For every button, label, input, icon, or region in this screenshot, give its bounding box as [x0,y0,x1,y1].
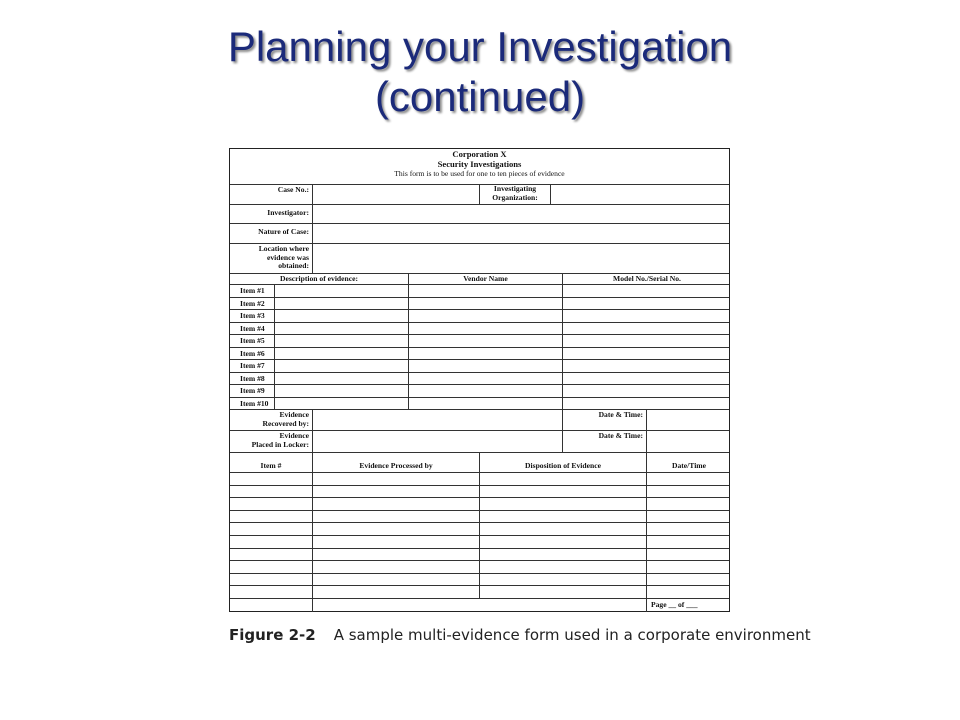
proc-disposition-field[interactable] [480,549,647,561]
item-description-field[interactable] [275,398,409,410]
figure-number: Figure 2-2 [229,626,316,644]
proc-item-field[interactable] [230,511,313,523]
proc-date-field[interactable] [647,549,731,561]
proc-date-field[interactable] [647,523,731,535]
proc-item-field[interactable] [230,549,313,561]
item-model-field[interactable] [563,335,731,347]
item-model-field[interactable] [563,285,731,297]
proc-last-row [230,599,729,612]
proc-disposition-field[interactable] [480,473,647,485]
proc-by-field[interactable] [313,473,480,485]
item-description-field[interactable] [275,360,409,372]
item-row [230,373,729,386]
nature-row [230,224,729,244]
item-row [230,385,729,398]
proc-item-field[interactable] [230,523,313,535]
proc-item-header: Item # [230,453,313,472]
slide-title-line-2: (continued) [374,73,586,120]
page-number: Page __ of ___ [651,600,698,609]
recovered-label-2: Recovered by: [262,418,309,428]
item-label: Item #9 [230,385,275,397]
proc-date-field[interactable] [647,574,731,586]
proc-last-item[interactable] [230,599,313,612]
proc-disposition-field[interactable] [480,486,647,498]
investigator-row [230,205,729,224]
case-no-field[interactable] [313,185,480,204]
proc-disposition-field[interactable] [480,511,647,523]
proc-date-field[interactable] [647,586,731,598]
item-vendor-field[interactable] [409,335,563,347]
proc-date-field[interactable] [647,511,731,523]
item-row [230,398,729,411]
item-row [230,323,729,336]
nature-label: Nature of Case: [230,224,313,243]
placed-date-label: Date & Time: [563,431,647,452]
item-label: Item #8 [230,373,275,385]
item-model-field[interactable] [563,310,731,322]
proc-row [230,511,729,524]
recovered-date-field[interactable] [647,410,731,430]
proc-disposition-field[interactable] [480,574,647,586]
item-vendor-field[interactable] [409,385,563,397]
item-label: Item #10 [230,398,275,410]
location-label [230,244,313,273]
placed-label-1: Evidence [279,431,309,440]
item-model-field[interactable] [563,398,731,410]
item-vendor-field[interactable] [409,373,563,385]
slide-title-line-1: Planning your Investigation [227,23,733,70]
proc-by-field[interactable] [313,498,480,510]
proc-disposition-field[interactable] [480,561,647,573]
form-org-name: Corporation X [452,149,507,159]
slide-title [0,22,960,122]
item-vendor-field[interactable] [409,285,563,297]
item-description-field[interactable] [275,335,409,347]
proc-disposition-field[interactable] [480,523,647,535]
proc-item-field[interactable] [230,473,313,485]
proc-item-field[interactable] [230,486,313,498]
proc-by-field[interactable] [313,523,480,535]
item-model-field[interactable] [563,348,731,360]
item-model-field[interactable] [563,373,731,385]
investigating-org-label-2: Organization: [492,192,538,202]
proc-item-field[interactable] [230,586,313,598]
item-label: Item #5 [230,335,275,347]
form-note: This form is to be used for one to ten pieces of evidence [394,169,565,178]
proc-disposition-header: Disposition of Evidence [480,453,647,472]
proc-row [230,523,729,536]
placed-label-2: Placed in Locker: [251,439,309,449]
evidence-form [229,148,730,612]
proc-by-header: Evidence Processed by [313,453,480,472]
item-vendor-field[interactable] [409,310,563,322]
item-vendor-field[interactable] [409,323,563,335]
case-no-label: Case No.: [230,185,313,204]
proc-by-field[interactable] [313,561,480,573]
recovered-label-1: Evidence [279,410,309,419]
investigator-label: Investigator: [230,205,313,223]
recovered-date-label: Date & Time: [563,410,647,430]
proc-item-field[interactable] [230,498,313,510]
placed-date-field[interactable] [647,431,731,452]
item-label: Item #6 [230,348,275,360]
investigating-org-label [480,185,551,204]
recovered-field[interactable] [313,410,563,430]
proc-date-header: Date/Time [671,461,707,470]
item-vendor-field[interactable] [409,398,563,410]
nature-field[interactable] [313,224,731,243]
item-model-field[interactable] [563,298,731,310]
item-row [230,348,729,361]
item-label: Item #7 [230,360,275,372]
item-vendor-field[interactable] [409,360,563,372]
location-row [230,244,729,274]
placed-label [230,431,313,452]
proc-item-field[interactable] [230,561,313,573]
item-row [230,310,729,323]
proc-by-field[interactable] [313,549,480,561]
placed-row [230,431,729,453]
item-label: Item #4 [230,323,275,335]
form-header-cell [230,149,729,184]
proc-row [230,498,729,511]
location-label-3: obtained: [278,261,309,270]
investigator-field[interactable] [313,205,731,223]
location-field[interactable] [313,244,731,273]
item-row [230,285,729,298]
item-description-field[interactable] [275,373,409,385]
proc-row [230,549,729,562]
case-no-row [230,185,729,205]
item-vendor-field[interactable] [409,298,563,310]
proc-date-field[interactable] [647,486,731,498]
proc-by-field[interactable] [313,536,480,548]
location-label-2: evidence was [267,252,309,262]
description-header: Description of evidence: [230,274,409,284]
proc-row [230,586,729,599]
item-description-field[interactable] [275,285,409,297]
form-dept: Security Investigations [437,158,522,169]
placed-field[interactable] [313,431,563,452]
figure-caption-text: A sample multi-evidence form used in a corporate environment [333,626,811,644]
form-header [230,149,729,185]
proc-date-field[interactable] [647,498,731,510]
item-description-field[interactable] [275,348,409,360]
proc-row [230,561,729,574]
item-row [230,335,729,348]
item-vendor-field[interactable] [409,348,563,360]
proc-disposition-field[interactable] [480,536,647,548]
location-label-1: Location where [258,244,309,253]
proc-date-field[interactable] [647,536,731,548]
items-header-row [230,274,729,285]
item-row [230,360,729,373]
item-model-field[interactable] [563,323,731,335]
item-description-field[interactable] [275,298,409,310]
proc-by-field[interactable] [313,486,480,498]
figure-caption [229,626,869,648]
proc-row [230,486,729,499]
item-label: Item #1 [230,285,275,297]
model-header: Model No./Serial No. [613,274,681,283]
proc-by-field[interactable] [313,511,480,523]
proc-disposition-field[interactable] [480,498,647,510]
proc-row [230,536,729,549]
investigating-org-label-1: Investigating [493,184,537,193]
item-description-field[interactable] [275,323,409,335]
proc-row [230,574,729,587]
proc-item-field[interactable] [230,536,313,548]
proc-by-field[interactable] [313,586,480,598]
recovered-label [230,410,313,430]
vendor-header: Vendor Name [409,274,563,284]
proc-date-field[interactable] [647,473,731,485]
recovered-row [230,410,729,431]
investigating-org-field[interactable] [551,185,731,204]
item-row [230,298,729,311]
item-model-field[interactable] [563,360,731,372]
proc-header-row [230,453,729,473]
proc-disposition-field[interactable] [480,586,647,598]
item-model-field[interactable] [563,385,731,397]
proc-date-field[interactable] [647,561,731,573]
item-label: Item #2 [230,298,275,310]
proc-item-field[interactable] [230,574,313,586]
item-description-field[interactable] [275,310,409,322]
proc-row [230,473,729,486]
proc-by-field[interactable] [313,574,480,586]
item-label: Item #3 [230,310,275,322]
proc-last-blank[interactable] [313,599,647,612]
item-description-field[interactable] [275,385,409,397]
